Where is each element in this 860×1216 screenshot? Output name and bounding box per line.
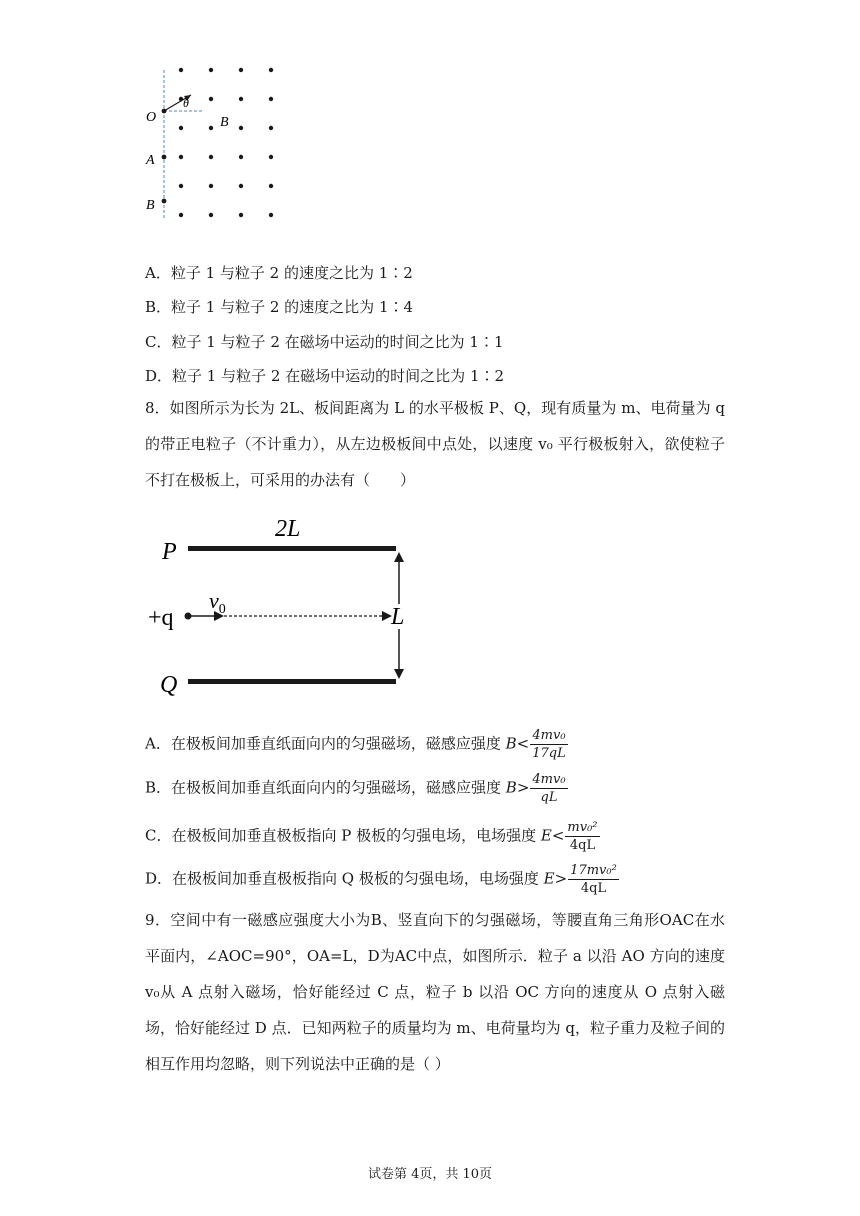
plate-p-label: P xyxy=(162,539,177,565)
field-dot xyxy=(269,155,273,159)
point-o-label: O xyxy=(146,110,157,125)
q8-option-c: C．在极板间加垂直极板指向 P 极板的匀强电场，电场强度 E< $\frac{\text{mv₀²}}{4qL}$ xyxy=(145,820,598,853)
q7-option-d: D．粒子 1 与粒子 2 在磁场中运动的时间之比为 1∶2 xyxy=(145,367,505,385)
field-dot xyxy=(269,126,273,130)
q8-option-b: B．在极板间加垂直纸面向内的匀强磁场，磁感应强度 B> $\frac{\text{4mv₀}}{qL}$ xyxy=(145,772,566,805)
field-dot xyxy=(239,155,243,159)
angle-label: θ xyxy=(183,96,189,110)
field-dot xyxy=(209,126,213,130)
q8-option-d: D．在极板间加垂直极板指向 Q 极板的匀强电场，电场强度 E> $\frac{\text{17mv₀²}}{4qL}$ xyxy=(145,863,617,896)
point-b-label: B xyxy=(146,198,155,213)
q7-option-c: C．粒子 1 与粒子 2 在磁场中运动的时间之比为 1∶1 xyxy=(145,333,504,351)
field-dot xyxy=(179,68,183,72)
field-dot xyxy=(209,155,213,159)
field-dot xyxy=(239,97,243,101)
field-dot xyxy=(269,184,273,188)
length-label: 2L xyxy=(275,516,301,542)
q8-option-a: A．在极板间加垂直纸面向内的匀强磁场，磁感应强度 B< $\frac{\text{4mv₀}}{17qL}$ xyxy=(145,728,566,761)
q8-stem: 8．如图所示为长为 2L、板间距离为 L 的水平极板 P、Q，现有质量为 m、电荷量为 q 的带正电粒子（不计重力），从左边极板间中点处，以速度 v₀ 平行极板射入，欲使粒子不打在极板上，可采用的办法有（ ） xyxy=(145,399,725,489)
field-dot xyxy=(239,126,243,130)
field-dot xyxy=(269,213,273,217)
field-dot xyxy=(239,184,243,188)
field-dot xyxy=(179,155,183,159)
field-dot xyxy=(209,184,213,188)
field-dot xyxy=(269,97,273,101)
magnetic-field-figure xyxy=(140,60,290,225)
gap-label: L xyxy=(391,604,405,630)
field-dot xyxy=(209,213,213,217)
velocity-subscript: 0 xyxy=(218,602,226,617)
page-footer: 试卷第 4页，共 10页 xyxy=(367,1167,493,1182)
point-b-inner-label: B xyxy=(220,115,229,130)
field-dot xyxy=(179,213,183,217)
field-dot xyxy=(239,213,243,217)
charge-label: +q xyxy=(148,605,174,631)
q9-stem: 9．空间中有一磁感应强度大小为B、竖直向下的匀强磁场，等腰直角三角形OAC在水平面内，∠AOC=90°，OA=L，D为AC中点，如图所示．粒子 a 以沿 AO 方向的速度v₀从 A 点射入磁场，恰好能经过 C 点，粒子 b 以沿 OC 方向的速度从 O 点射入磁场，恰好能经过 D 点．已知两粒子的质量均为 m、电荷量均为 q，粒子重力及粒子间的相互作用均忽略，则下列说法中正确的是（ ） xyxy=(145,911,725,1073)
plate-q-label: Q xyxy=(160,672,178,698)
field-dot xyxy=(269,68,273,72)
q7-option-a: A．粒子 1 与粒子 2 的速度之比为 1∶2 xyxy=(145,264,413,282)
field-dot xyxy=(209,68,213,72)
field-dot xyxy=(239,68,243,72)
field-dot xyxy=(179,184,183,188)
svg-text:v0 xyxy=(209,588,226,617)
parallel-plates-figure xyxy=(140,508,430,698)
velocity-label: v xyxy=(209,588,219,613)
field-dot xyxy=(179,126,183,130)
q7-option-b: B．粒子 1 与粒子 2 的速度之比为 1∶4 xyxy=(145,298,414,316)
field-dot xyxy=(209,97,213,101)
point-a-label: A xyxy=(146,153,155,168)
